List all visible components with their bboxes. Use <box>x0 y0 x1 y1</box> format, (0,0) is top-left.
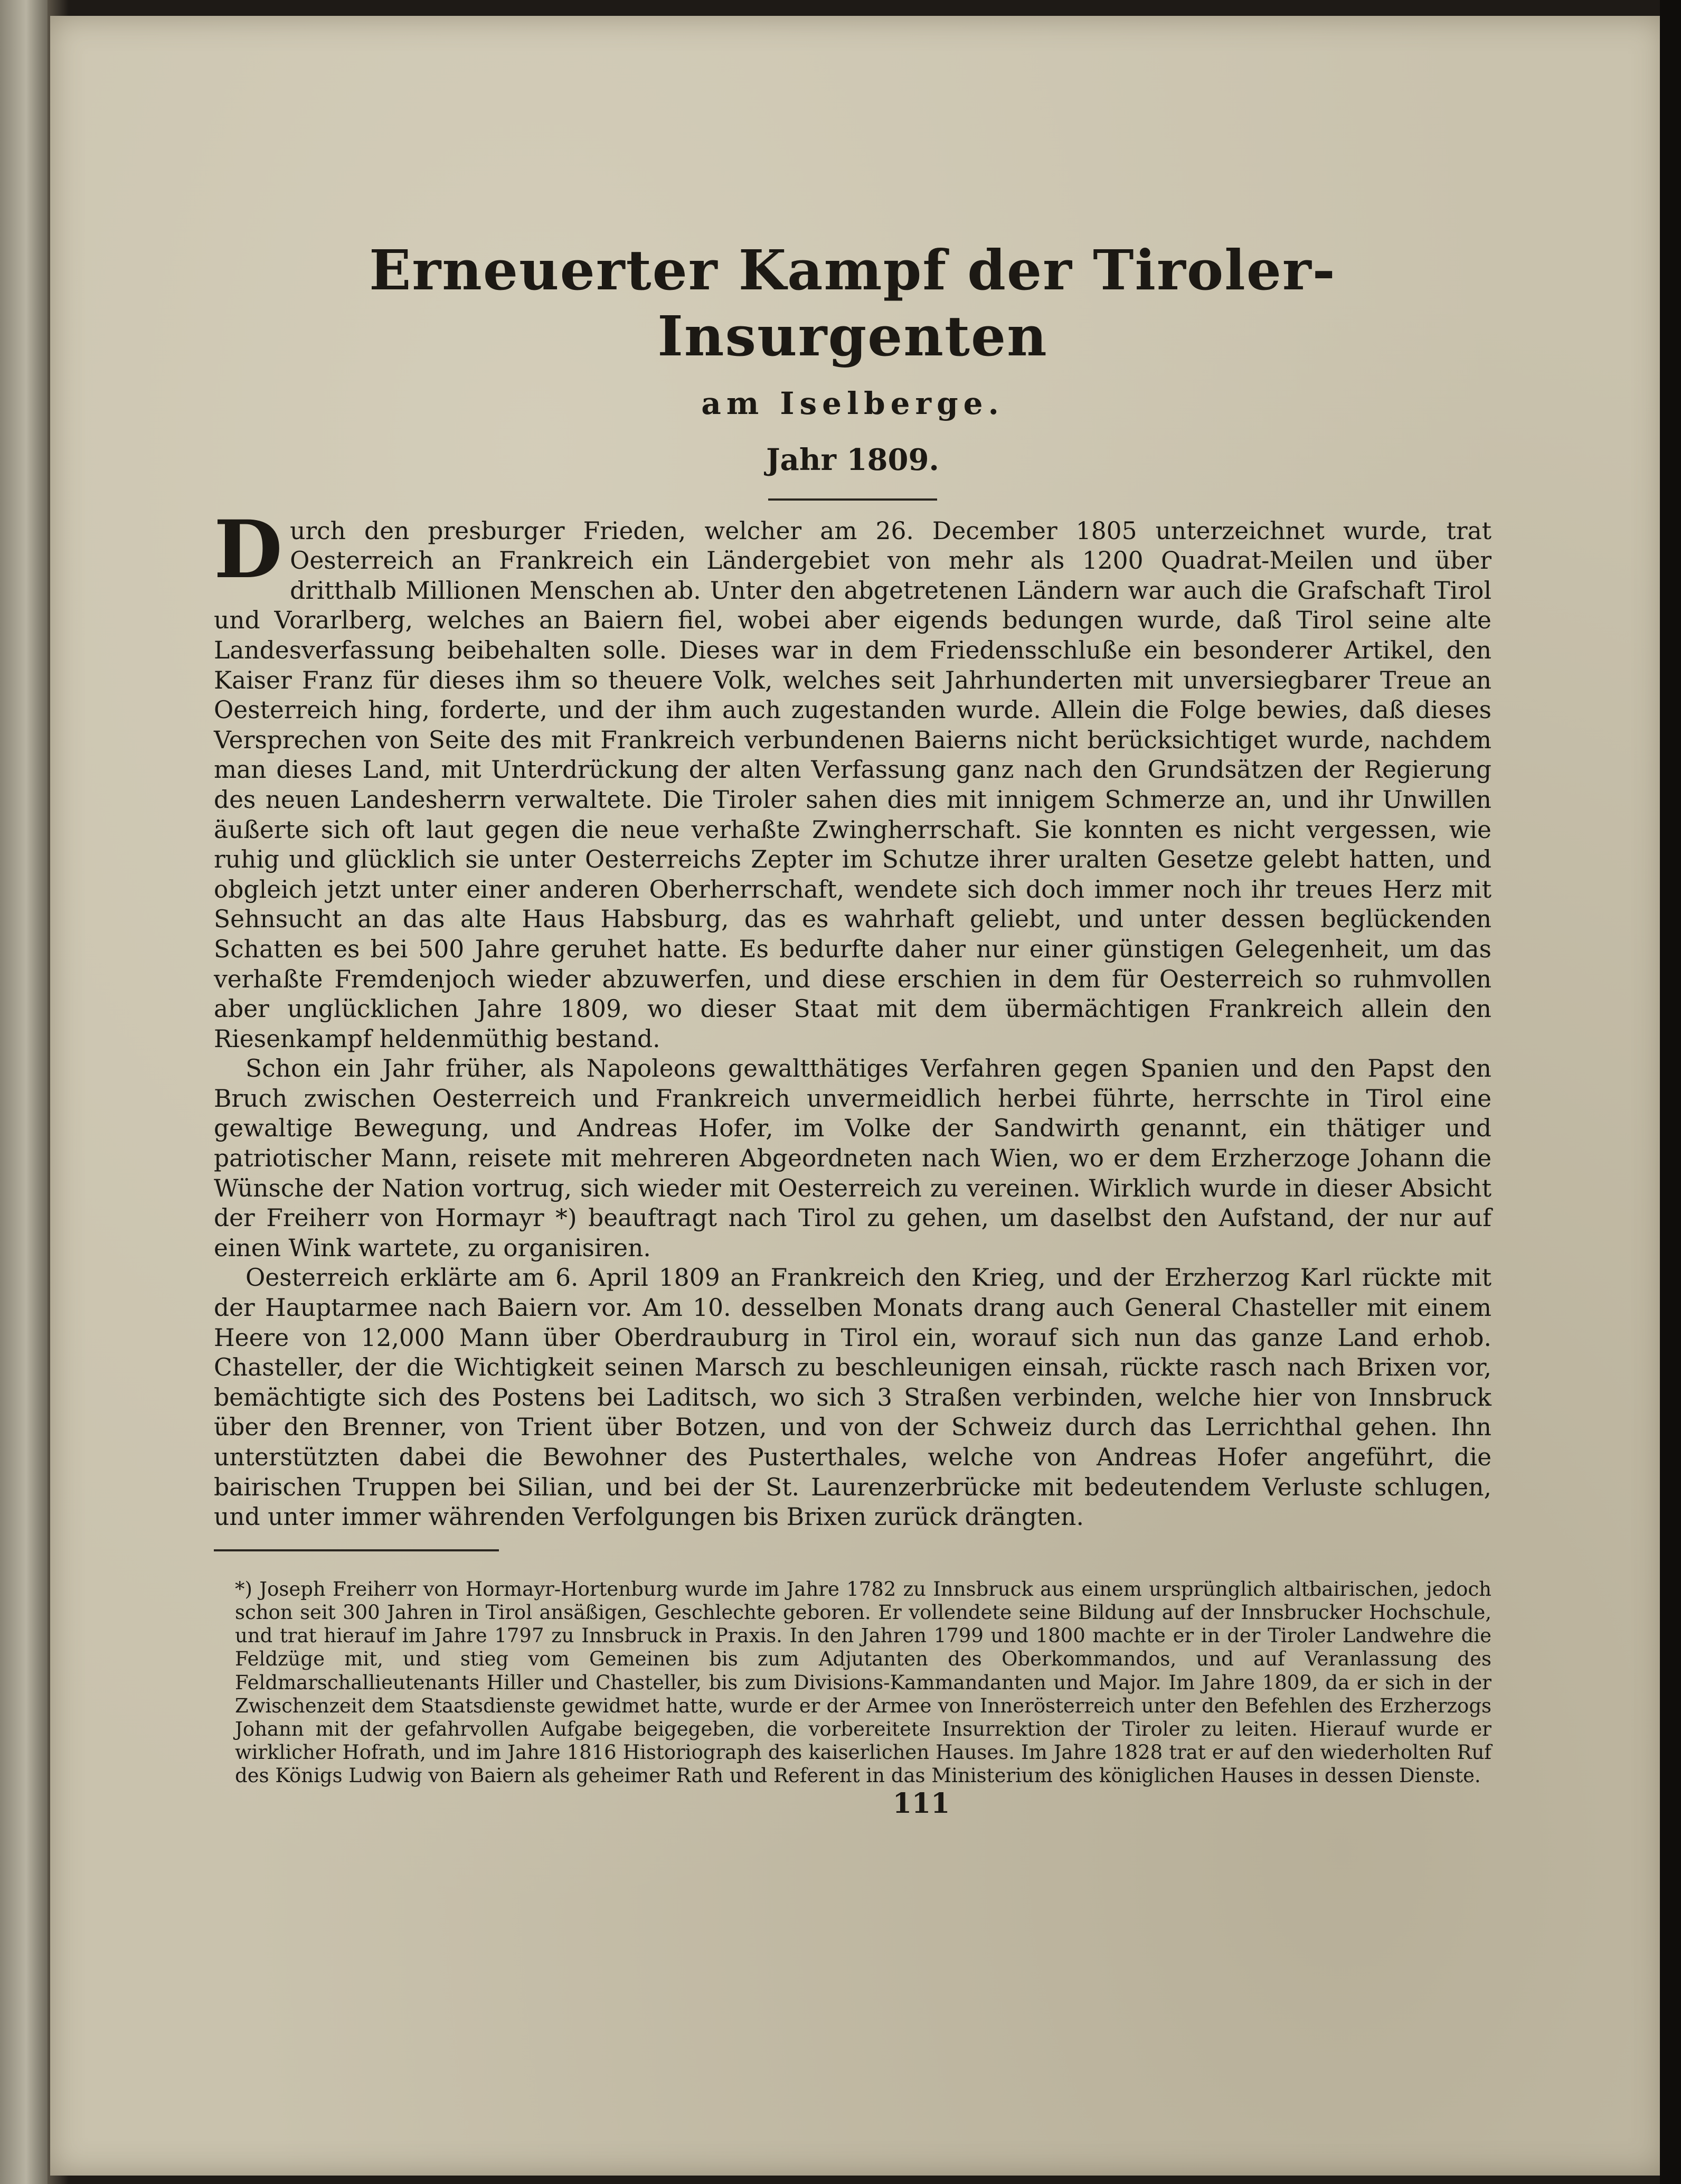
right-scan-edge <box>1660 0 1681 2184</box>
paragraph-1 <box>214 503 1491 1055</box>
page-content <box>214 238 1491 1820</box>
footnote-divider <box>214 1549 499 1551</box>
chapter-title: Erneuerter Kampf der Tiroler-Insurgenten <box>369 238 1336 369</box>
paragraph-2: Schon ein Jahr früher, als Napoleons gewaltthätiges Verfahren gegen Spanien und den Papst den Bruch zwischen Oesterreich und Frankreich unvermeidlich herbei führte, herrschte in Tirol eine gewaltige Bewegung, und Andreas Hofer, im Volke der Sandwirth genannt, ein thätiger und patriotischer Mann, reisete mit mehreren Abgeordneten nach Wien, wo er dem Erzherzoge Johann die Wünsche der Nation vortrug, sich wieder mit Oesterreich zu vereinen. Wirklich wurde in dieser Absicht der Freiherr von Hormayr *) beauftragt nach Tirol zu gehen, um daselbst den Aufstand, der nur auf einen Wink wartete, zu organisiren. <box>214 1055 1491 1262</box>
book-page <box>50 16 1666 2176</box>
page-number: 111 <box>892 1787 950 1820</box>
left-page-edge <box>0 0 48 2184</box>
chapter-year: Jahr 1809. <box>766 442 939 477</box>
chapter-subtitle: am Iselberge. <box>701 385 1004 421</box>
drop-cap-letter: D <box>214 503 283 596</box>
body-text <box>214 503 1491 1532</box>
footnote: *) Joseph Freiherr von Hormayr-Hortenburg wurde im Jahre 1782 zu Innsbruck aus einem ursprünglich altbairischen, jedoch schon seit 300 Jahren in Tirol ansäßigen, Geschlechte geboren. Er vollendete seine Bildung auf der Innsbrucker Hochschule, und trat hierauf im Jahre 1797 zu Innsbruck in Praxis. In den Jahren 1799 und 1800 machte er in der Tiroler Landwehre die Feldzüge mit, und stieg vom Gemeinen bis zum Adjutanten des Oberkommandos, und auf Veranlassung des Feldmarschallieutenants Hiller und Chasteller, bis zum Divisions-Kammandanten und Major. Im Jahre 1809, da er sich in der Zwischenzeit dem Staatsdienste gewidmet hatte, wurde er der Armee von Innerösterreich unter den Befehlen des Erzherzogs Johann mit der gefahrvollen Aufgabe beigegeben, die vorbereitete Insurrektion der Tiroler zu leiten. Hierauf wurde er wirklicher Hofrath, und im Jahre 1816 Historiograph des kaiserlichen Hauses. Im Jahre 1828 trat er auf den wiederholten Ruf des Königs Ludwig von Baiern als geheimer Rath und Referent in das Ministerium des königlichen Hauses in dessen Dienste. <box>235 1577 1491 1787</box>
paragraph-1-text: urch den presburger Frieden, welcher am 26. December 1805 unterzeichnet wurde, trat Oesterreich an Frankreich ein Ländergebiet von mehr als 1200 Quadrat-Meilen und über dritthalb Millionen Menschen ab. Unter den abgetretenen Ländern war auch die Grafschaft Tirol und Vorarlberg, welches an Baiern fiel, wobei aber eigends bedungen wurde, daß Tirol seine alte Landesverfassung beibehalten solle. Dieses war in dem Friedensschluße ein besonderer Artikel, den Kaiser Franz für dieses ihm so theuere Volk, welches seit Jahrhunderten mit unversiegbarer Treue an Oesterreich hing, forderte, und der ihm auch zugestanden wurde. Allein die Folge bewies, daß dieses Versprechen von Seite des mit Frankreich verbundenen Baierns nicht berücksichtiget wurde, nachdem man dieses Land, mit Unterdrückung der alten Verfassung ganz nach den Grundsätzen der Regierung des neuen Landesherrn verwaltete. Die Tiroler sahen dies mit innigem Schmerze an, und ihr Unwillen äußerte sich oft laut gegen die neue verhaßte Zwingherrschaft. Sie konnten es nicht vergessen, wie ruhig und glücklich sie unter Oesterreichs Zepter im Schutze ihrer uralten Gesetze gelebt hatten, und obgleich jetzt unter einer anderen Oberherrschaft, wendete sich doch immer noch ihr treues Herz mit Sehnsucht an das alte Haus Habsburg, das es wahrhaft geliebt, und unter dessen beglückenden Schatten es bei 500 Jahre geruhet hatte. Es bedurfte daher nur einer günstigen Gelegenheit, um das verhaßte Fremdenjoch wieder abzuwerfen, und diese erschien in dem für Oesterreich so ruhmvollen aber unglücklichen Jahre 1809, wo dieser Staat mit dem übermächtigen Frankreich allein den Riesenkampf heldenmüthig bestand. <box>214 516 1491 1053</box>
title-divider <box>768 498 937 501</box>
paragraph-3: Oesterreich erklärte am 6. April 1809 an Frankreich den Krieg, und der Erzherzog Karl rückte mit der Hauptarmee nach Baiern vor. Am 10. desselben Monats drang auch General Chasteller mit einem Heere von 12,000 Mann über Oberdrauburg in Tirol ein, worauf sich nun das ganze Land erhob. Chasteller, der die Wichtigkeit seinen Marsch zu beschleunigen einsah, rückte rasch nach Brixen vor, bemächtigte sich des Postens bei Laditsch, wo sich 3 Straßen verbinden, welche hier von Innsbruck über den Brenner, von Trient über Botzen, und von der Schweiz durch das Lerrichthal gehen. Ihn unterstützten dabei die Bewohner des Pusterthales, welche von Andreas Hofer angeführt, die bairischen Truppen bei Silian, und bei der St. Laurenzerbrücke mit bedeutendem Verluste schlugen, und unter immer währenden Verfolgungen bis Brixen zurück drängten. <box>214 1264 1491 1531</box>
